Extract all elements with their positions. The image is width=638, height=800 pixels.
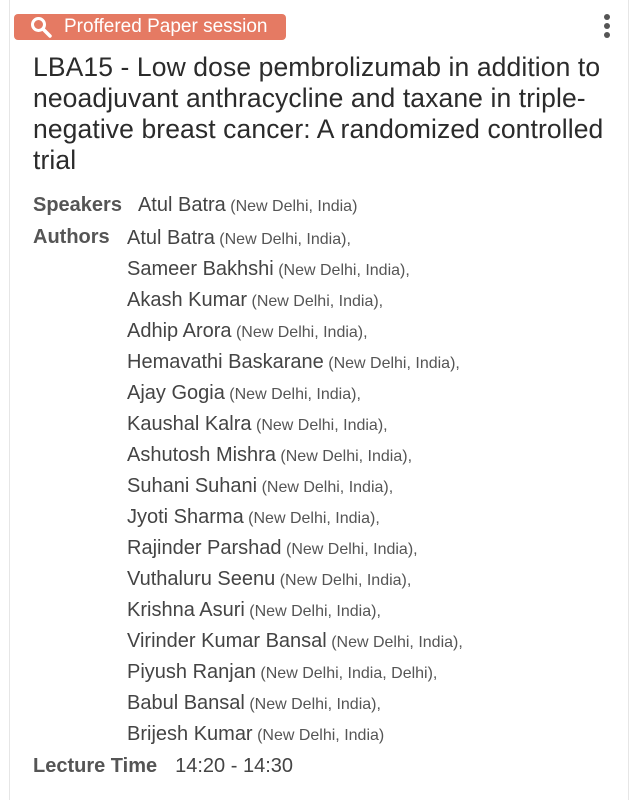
- list-item: [127, 536, 463, 567]
- more-vertical-icon[interactable]: [597, 12, 617, 40]
- author-affiliation: (New Delhi, India),: [278, 262, 410, 279]
- author-affiliation: (New Delhi, India),: [249, 603, 381, 620]
- list-item: [127, 660, 463, 691]
- lecture-time-label: Lecture Time: [33, 755, 158, 777]
- list-item: [127, 474, 463, 505]
- author-name[interactable]: Hemavathi Baskarane: [127, 351, 324, 373]
- author-name[interactable]: Suhani Suhani: [127, 475, 258, 497]
- search-icon: [30, 16, 52, 38]
- author-affiliation: (New Delhi, India),: [280, 448, 413, 465]
- author-affiliation: (New Delhi, India),: [249, 696, 381, 713]
- list-item: [127, 629, 463, 660]
- author-affiliation: (New Delhi, India),: [261, 479, 394, 496]
- author-name[interactable]: Krishna Asuri: [127, 599, 245, 621]
- lecture-time-row: [33, 755, 293, 778]
- author-affiliation: (New Delhi, India),: [331, 634, 463, 651]
- author-affiliation: (New Delhi, India),: [235, 324, 368, 341]
- lecture-time-value: 14:20 - 14:30: [175, 755, 293, 777]
- list-item: [127, 288, 463, 319]
- list-item: [127, 598, 463, 629]
- list-item: [127, 505, 463, 536]
- authors-list: [127, 226, 463, 753]
- list-item: [127, 567, 463, 598]
- author-affiliation: (New Delhi, India),: [328, 355, 460, 372]
- author-name[interactable]: Adhip Arora: [127, 320, 232, 342]
- authors-label: Authors: [33, 226, 110, 248]
- author-affiliation: (New Delhi, India),: [248, 510, 380, 527]
- speaker-affiliation: (New Delhi, India): [230, 198, 358, 215]
- author-affiliation: (New Delhi, India),: [255, 417, 388, 434]
- author-name[interactable]: Brijesh Kumar: [127, 723, 253, 745]
- speakers-label: Speakers: [33, 194, 122, 216]
- author-affiliation: (New Delhi, India),: [285, 541, 418, 558]
- author-name[interactable]: Vuthaluru Seenu: [127, 568, 276, 590]
- author-affiliation: (New Delhi, India),: [229, 386, 361, 403]
- author-affiliation: (New Delhi, India),: [251, 293, 384, 310]
- list-item: [127, 319, 463, 350]
- author-name[interactable]: Babul Bansal: [127, 692, 245, 714]
- author-affiliation: (New Delhi, India),: [279, 572, 412, 589]
- author-affiliation: (New Delhi, India): [257, 727, 385, 744]
- abstract-title: LBA15 - Low dose pembrolizumab in addition to neoadjuvant anthracycline and taxane in triple-negative breast cancer: A randomized controlled trial: [33, 52, 604, 175]
- list-item: [127, 443, 463, 474]
- speaker-name[interactable]: Atul Batra: [137, 194, 226, 216]
- author-name[interactable]: Ashutosh Mishra: [127, 444, 276, 466]
- author-affiliation: (New Delhi, India),: [219, 231, 351, 248]
- list-item: [127, 350, 463, 381]
- session-type-badge[interactable]: [14, 14, 286, 40]
- author-name[interactable]: Jyoti Sharma: [127, 506, 244, 528]
- list-item: [127, 722, 463, 753]
- author-name[interactable]: Akash Kumar: [127, 289, 248, 311]
- author-name[interactable]: Piyush Ranjan: [127, 661, 256, 683]
- session-type-label: Proffered Paper session: [64, 16, 268, 37]
- author-name[interactable]: Atul Batra: [127, 227, 215, 249]
- list-item: [127, 381, 463, 412]
- author-name[interactable]: Rajinder Parshad: [127, 537, 282, 559]
- author-name[interactable]: Sameer Bakhshi: [127, 258, 274, 280]
- author-name[interactable]: Virinder Kumar Bansal: [127, 630, 327, 652]
- author-name[interactable]: Ajay Gogia: [127, 382, 225, 404]
- list-item: [127, 226, 463, 257]
- author-affiliation: (New Delhi, India, Delhi),: [260, 665, 438, 682]
- list-item: [127, 691, 463, 722]
- list-item: [127, 412, 463, 443]
- speakers-row: [33, 194, 357, 220]
- list-item: [127, 257, 463, 288]
- author-name[interactable]: Kaushal Kalra: [127, 413, 252, 435]
